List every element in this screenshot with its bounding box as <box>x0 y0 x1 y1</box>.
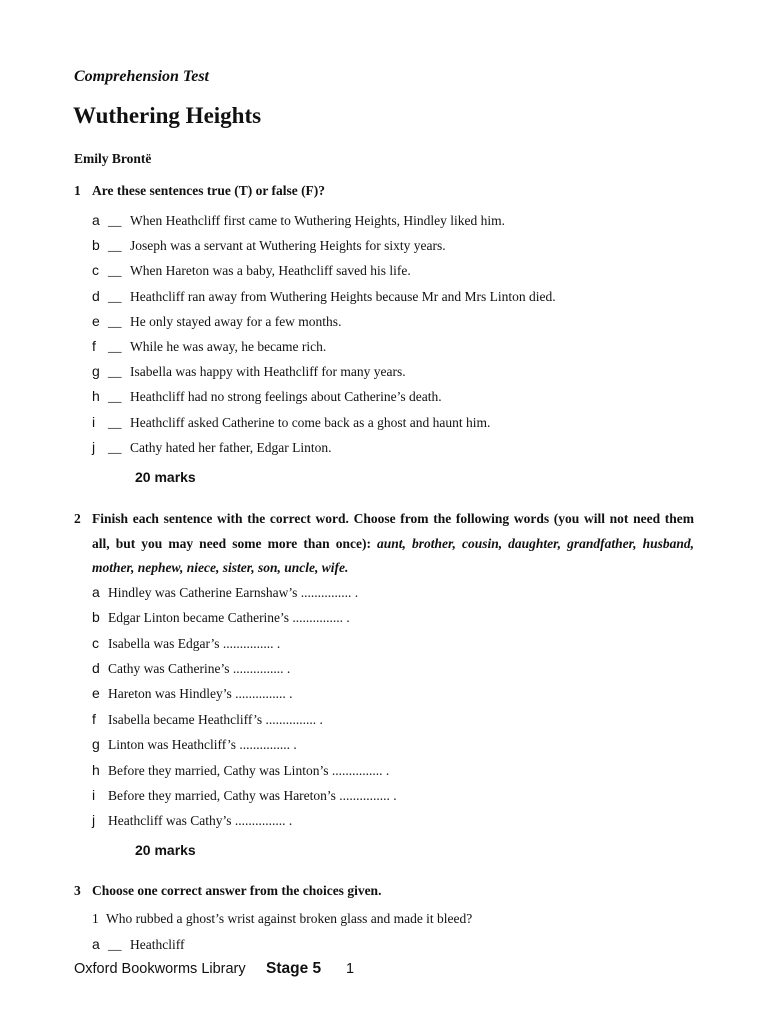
item-letter: c <box>92 262 99 278</box>
item-text: He only stayed away for a few months. <box>130 314 342 329</box>
item-letter: b <box>92 609 100 625</box>
item-text: When Hareton was a baby, Heathcliff saved his life. <box>130 263 411 278</box>
item-text: Hindley was Catherine Earnshaw’s ............... . <box>108 585 359 600</box>
answer-blank: __ <box>108 389 122 404</box>
answer-blank: __ <box>108 238 122 253</box>
question-prompt: Choose one correct answer from the choices given. <box>92 883 382 898</box>
list-item <box>92 338 326 355</box>
sub-question-number: 1 <box>92 911 99 926</box>
list-item <box>92 812 292 829</box>
document-subtitle: Comprehension Test <box>74 68 209 85</box>
sub-question-text: Who rubbed a ghost’s wrist against broken glass and made it bleed? <box>106 911 473 926</box>
answer-blank: __ <box>108 415 122 430</box>
question-2-marks: 20 marks <box>135 842 196 858</box>
item-text: Joseph was a servant at Wuthering Heights for sixty years. <box>130 238 446 253</box>
list-item <box>92 685 292 702</box>
item-letter: j <box>92 439 96 455</box>
list-item <box>92 288 556 305</box>
question-2-number: 2 <box>74 511 81 526</box>
item-letter: d <box>92 660 100 676</box>
item-letter: i <box>92 414 96 430</box>
list-item <box>92 414 490 431</box>
list-item <box>92 262 411 279</box>
item-letter: h <box>92 762 100 778</box>
item-text: Isabella was Edgar’s ............... . <box>108 636 281 651</box>
item-text: Cathy was Catherine’s ............... . <box>108 661 291 676</box>
item-text: Heathcliff asked Catherine to come back as a ghost and haunt him. <box>130 415 491 430</box>
item-text: Isabella became Heathcliff’s ............... . <box>108 712 323 727</box>
list-item <box>92 584 358 601</box>
page-number: 1 <box>346 961 355 977</box>
list-item <box>92 609 350 626</box>
item-letter: f <box>92 711 96 727</box>
question-1-marks: 20 marks <box>135 469 196 485</box>
list-item <box>92 635 280 652</box>
list-item <box>92 936 184 953</box>
item-letter: b <box>92 237 100 253</box>
answer-blank: __ <box>108 440 122 455</box>
item-text: Isabella was happy with Heathcliff for many years. <box>130 364 406 379</box>
item-text: When Heathcliff first came to Wuthering Heights, Hindley liked him. <box>130 213 505 228</box>
item-letter: j <box>92 812 96 828</box>
item-text: Heathcliff was Cathy’s ............... . <box>108 813 293 828</box>
question-2-prompt <box>92 507 694 581</box>
item-letter: d <box>92 288 100 304</box>
item-letter: e <box>92 685 100 701</box>
item-text: Heathcliff ran away from Wuthering Heights because Mr and Mrs Linton died. <box>130 289 556 304</box>
question-number: 3 <box>74 883 81 898</box>
item-text: Hareton was Hindley’s ............... . <box>108 686 293 701</box>
item-letter: g <box>92 363 100 379</box>
item-letter: h <box>92 388 100 404</box>
list-item <box>92 237 446 254</box>
list-item <box>92 212 505 229</box>
item-text: Cathy hated her father, Edgar Linton. <box>130 440 332 455</box>
question-1-heading <box>74 183 325 199</box>
list-item <box>92 787 397 804</box>
answer-blank: __ <box>108 289 122 304</box>
item-text: Before they married, Cathy was Hareton’s ............... . <box>108 788 397 803</box>
item-text: Linton was Heathcliff’s ............... . <box>108 737 297 752</box>
list-item <box>92 439 332 456</box>
question-number: 1 <box>74 183 81 198</box>
sub-question <box>92 911 472 927</box>
question-3-heading <box>74 883 381 899</box>
author-name: Emily Brontë <box>74 151 152 166</box>
item-letter: a <box>92 936 100 952</box>
answer-blank: __ <box>108 339 122 354</box>
item-letter: g <box>92 736 100 752</box>
question-prompt: Finish each sentence with the correct word. Choose from the following words (you will not need them all, but you may need some more than once): <box>92 511 694 551</box>
answer-blank: __ <box>108 263 122 278</box>
item-text: Heathcliff <box>130 937 185 952</box>
word-list: aunt, brother, cousin, daughter, grandfather, husband, mother, nephew, niece, sister, son, uncle, wife. <box>92 535 694 575</box>
item-letter: a <box>92 584 100 600</box>
list-item <box>92 736 297 753</box>
item-letter: f <box>92 338 96 354</box>
item-text: Edgar Linton became Catherine’s ............... . <box>108 610 350 625</box>
item-letter: c <box>92 635 99 651</box>
list-item <box>92 363 406 380</box>
footer-stage: Stage 5 <box>266 960 322 977</box>
answer-blank: __ <box>108 314 122 329</box>
question-prompt: Are these sentences true (T) or false (F)? <box>92 183 326 198</box>
list-item <box>92 660 290 677</box>
item-letter: e <box>92 313 100 329</box>
item-text: While he was away, he became rich. <box>130 339 327 354</box>
answer-blank: __ <box>108 937 122 952</box>
item-text: Before they married, Cathy was Linton’s ............... . <box>108 763 390 778</box>
item-letter: i <box>92 787 96 803</box>
list-item <box>92 711 323 728</box>
answer-blank: __ <box>108 213 122 228</box>
list-item <box>92 762 389 779</box>
footer-library: Oxford Bookworms Library <box>74 961 246 977</box>
answer-blank: __ <box>108 364 122 379</box>
item-text: Heathcliff had no strong feelings about Catherine’s death. <box>130 389 442 404</box>
list-item <box>92 388 442 405</box>
document-title: Wuthering Heights <box>73 103 262 128</box>
list-item <box>92 313 341 330</box>
item-letter: a <box>92 212 100 228</box>
